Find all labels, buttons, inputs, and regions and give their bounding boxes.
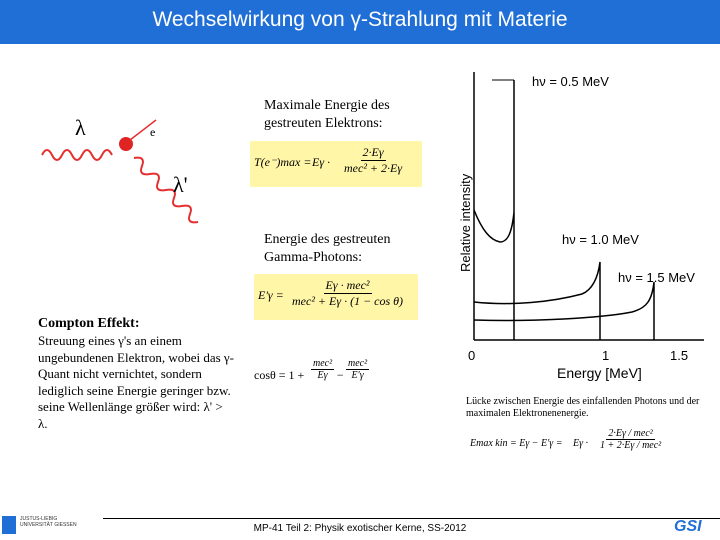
lambda-out-label: λ' [173, 172, 188, 197]
page-title: Wechselwirkung von γ-Strahlung mit Materie [152, 8, 568, 31]
university-logo: JUSTUS-LIEBIG UNIVERSITÄT GIESSEN [0, 516, 100, 536]
gap-note-text: Lücke zwischen Energie des einfallenden Photons und der maximalen Elektronenenergie. [466, 396, 700, 419]
x-tick-2: 1.5 [670, 348, 689, 363]
curve-1-0-mev [474, 262, 600, 340]
incoming-photon-wave [42, 150, 112, 160]
compton-heading: Compton Effekt: [38, 316, 140, 331]
label-1-0-mev: hν = 1.0 MeV [562, 232, 639, 247]
footer-text: MP-41 Teil 2: Physik exotischer Kerne, SS-2012 [253, 523, 467, 534]
cos-theta-formula: cosθ = 1 + mec² Eγ − mec² E'γ [254, 358, 368, 382]
label-1-5-mev: hν = 1.5 MeV [618, 270, 695, 285]
footer-divider [103, 518, 720, 519]
gamma-energy-formula: E'γ = Eγ · mec² mec² + Eγ · (1 − cos θ) [254, 274, 418, 320]
max-energy-label: Maximale Energie des gestreuten Elektrons: [264, 98, 390, 131]
x-tick-0: 0 [468, 348, 476, 363]
gamma-energy-label: Energie des gestreuten Gamma-Photons: [264, 232, 391, 265]
x-axis-label: Energy [MeV] [557, 365, 642, 381]
max-energy-formula: T(e⁻)max = Eγ · 2·Eγ mec² + 2·Eγ [250, 141, 422, 187]
compton-diagram [30, 100, 220, 245]
y-axis-label: Relative intensity [458, 173, 473, 272]
label-0-5-mev: hν = 0.5 MeV [532, 74, 609, 89]
title-bar [0, 0, 720, 44]
compton-description: Streuung eines γ's an einem ungebundenen Elektron, wobei das γ-Quant nicht vernichtet, sondern lediglich seine Energie geringer bzw. seine Wellenlänge größer wird: λ' > λ. [38, 333, 234, 431]
gsi-logo: GSI [674, 518, 702, 535]
lambda-in-label: λ [75, 115, 86, 140]
electron-label: e [150, 125, 156, 139]
curve-1-5-mev [474, 282, 654, 340]
x-tick-1: 1 [602, 348, 610, 363]
gap-formula: Emax kin = Eγ − E'γ = Eγ · 2·Eγ / mec² 1 + 2·Eγ / mec² [470, 428, 662, 451]
curve-0-5-mev [474, 80, 514, 340]
scattered-photon-wave [134, 158, 198, 223]
energy-spectrum-plot [452, 62, 714, 384]
